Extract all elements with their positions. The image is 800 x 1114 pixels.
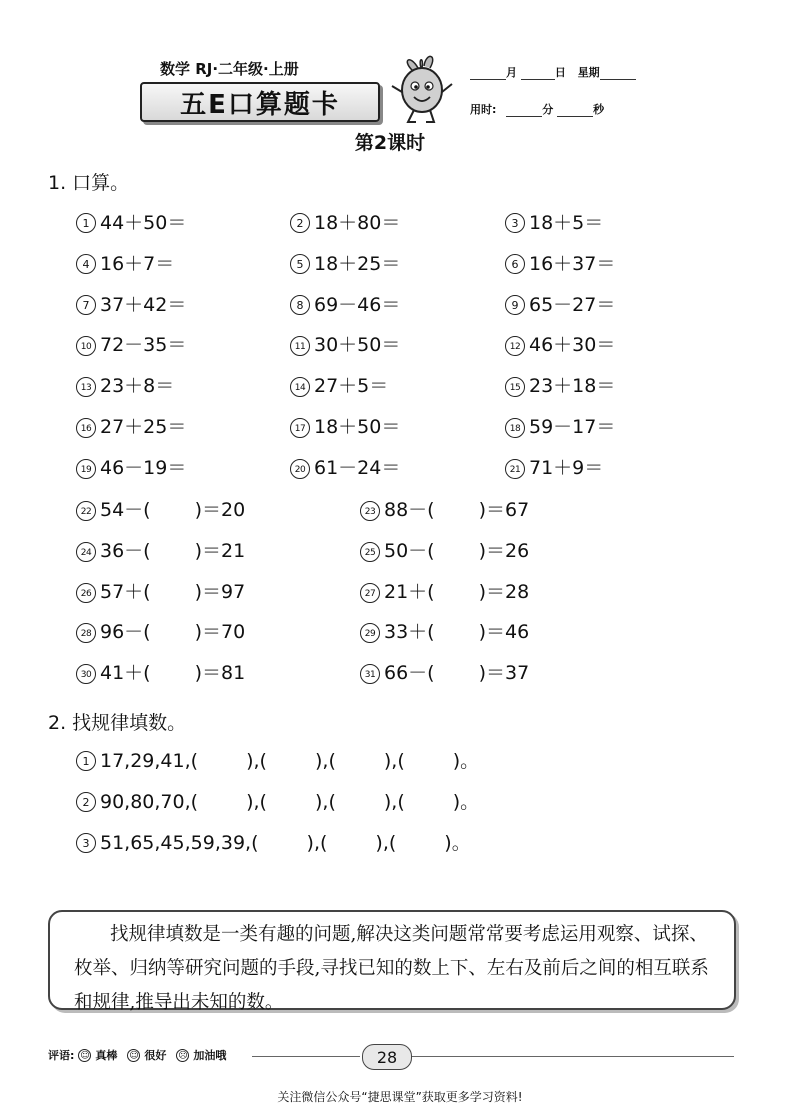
expression: 18＋80＝ — [314, 212, 401, 234]
fill-blank-item — [360, 577, 529, 604]
mental-math-item — [76, 208, 186, 235]
paren-close: ) — [452, 750, 461, 772]
expression: 46－19＝ — [100, 456, 187, 479]
question-number: 28 — [76, 623, 96, 643]
expression: 16＋7＝ — [100, 252, 175, 275]
question-number: 22 — [76, 501, 96, 521]
question-number: 11 — [290, 336, 310, 356]
question-number: 12 — [505, 336, 525, 356]
comma: , — [322, 791, 329, 813]
paren-open: ( — [190, 750, 199, 772]
rating-great: 真棒 — [95, 1049, 118, 1062]
expression: 23＋18＝ — [529, 375, 616, 398]
time-line — [470, 101, 604, 117]
expression-right: )＝46 — [478, 621, 530, 644]
question-number: 15 — [505, 377, 525, 397]
page-number: 28 — [362, 1044, 412, 1070]
expression: 59－17＝ — [529, 416, 616, 438]
expression: 46＋30＝ — [529, 334, 616, 357]
month-blank[interactable] — [470, 79, 506, 80]
fill-blank-item — [76, 577, 245, 604]
fill-blank-item — [360, 658, 529, 685]
expression: 69－46＝ — [314, 293, 401, 316]
week-blank[interactable] — [600, 79, 636, 80]
paren-open: ( — [190, 791, 199, 813]
mental-math-item — [290, 330, 400, 357]
question-number: 31 — [360, 664, 380, 684]
footer-divider-left — [252, 1056, 360, 1057]
mental-math-item — [505, 249, 615, 276]
question-number: 8 — [290, 295, 310, 315]
paren-close: ) — [452, 791, 461, 813]
question-number: 3 — [505, 213, 525, 233]
section1-heading: 1. 口算。 — [48, 172, 130, 194]
rating-label: 评语: — [48, 1049, 75, 1062]
keep-going-smiley-icon[interactable]: ☹ — [178, 1050, 188, 1061]
paren-open: ( — [388, 832, 397, 854]
fill-blank-item — [360, 495, 529, 522]
mental-math-item — [505, 453, 603, 480]
fill-blank-item — [76, 617, 245, 644]
expression-left: 57＋( — [100, 580, 151, 603]
question-number: 14 — [290, 377, 310, 397]
fill-blank-item — [360, 617, 529, 644]
lesson-title: 第2课时 — [354, 132, 426, 154]
expression: 44＋50＝ — [100, 212, 187, 234]
subject-line: 数学 RJ·二年级·上册 — [160, 60, 299, 78]
paren-open: ( — [397, 750, 405, 772]
paren-open: ( — [251, 832, 259, 854]
pattern-item — [76, 828, 471, 855]
question-number: 4 — [76, 254, 96, 274]
footer-divider-right — [412, 1056, 734, 1057]
expression-right: )＝70 — [194, 621, 246, 644]
sequence: 90,80,70, — [100, 791, 191, 813]
expression: 72－35＝ — [100, 334, 187, 357]
paren-close: ) — [246, 791, 254, 813]
paren-close: ) — [383, 791, 392, 813]
rating-good: 很好 — [144, 1049, 167, 1062]
question-number: 27 — [360, 583, 380, 603]
mental-math-item — [76, 453, 186, 480]
question-number: 17 — [290, 418, 310, 438]
expression: 23＋8＝ — [100, 375, 175, 398]
question-number: 6 — [505, 254, 525, 274]
expression-left: 96－( — [100, 621, 151, 644]
expression-right: )＝26 — [478, 539, 530, 562]
day-blank[interactable] — [521, 79, 555, 80]
expression-left: 33＋( — [384, 621, 435, 644]
mental-math-item — [76, 371, 174, 398]
expression: 16＋37＝ — [529, 252, 616, 275]
question-number: 21 — [505, 459, 525, 479]
comma: , — [391, 750, 398, 772]
paren-close: ) — [375, 832, 383, 854]
comma: , — [253, 791, 260, 813]
question-number: 29 — [360, 623, 380, 643]
question-number: 5 — [290, 254, 310, 274]
pattern-item — [76, 746, 479, 773]
expression: 18＋5＝ — [529, 212, 604, 234]
expression: 61－24＝ — [314, 456, 401, 479]
day-label: 日 — [554, 66, 566, 79]
comma: , — [382, 832, 389, 854]
comma: , — [313, 832, 320, 854]
expression: 18＋25＝ — [314, 252, 401, 275]
fill-blank-item — [76, 536, 245, 563]
expression-right: )＝20 — [194, 499, 246, 521]
pattern-item — [76, 787, 479, 814]
mental-math-item — [290, 453, 400, 480]
rating-keep-going: 加油哦 — [193, 1049, 227, 1062]
period: 。 — [460, 750, 480, 772]
expression-right: )＝37 — [478, 662, 530, 685]
mental-math-item — [290, 290, 400, 317]
comma: , — [322, 750, 329, 772]
question-number: 13 — [76, 377, 96, 397]
paren-open: ( — [328, 791, 336, 813]
expression: 37＋42＝ — [100, 293, 187, 316]
question-number: 25 — [360, 542, 380, 562]
fill-blank-item — [76, 658, 245, 685]
mental-math-item — [290, 249, 400, 276]
paren-open: ( — [319, 832, 328, 854]
paren-close: ) — [246, 750, 254, 772]
question-number: 2 — [290, 213, 310, 233]
minute-blank[interactable] — [506, 116, 542, 117]
paren-close: ) — [306, 832, 314, 854]
mental-math-item — [505, 208, 603, 235]
paren-close: ) — [314, 791, 323, 813]
expression-right: )＝21 — [194, 539, 246, 562]
mental-math-item — [505, 330, 615, 357]
question-number: 10 — [76, 336, 96, 356]
mental-math-item — [290, 208, 400, 235]
mental-math-item — [76, 290, 186, 317]
paren-open: ( — [328, 750, 336, 772]
tip-text: 找规律填数是一类有趣的问题,解决这类问题常常要考虑运用观察、试探、枚举、归纳等研究问题的手段,寻找已知的数上下、左右及前后之间的相互联系和规律,推导出未知的数。 — [74, 924, 709, 1013]
mental-math-item — [505, 371, 615, 398]
paren-close: ) — [383, 750, 392, 772]
expression-left: 50－( — [384, 539, 435, 562]
date-line — [470, 64, 636, 80]
expression-right: )＝67 — [478, 499, 530, 521]
question-number: 3 — [76, 833, 96, 853]
fill-blank-item — [360, 536, 529, 563]
minute-label: 分 — [542, 103, 554, 116]
second-label: 秒 — [593, 103, 605, 116]
footer-rating — [48, 1047, 226, 1063]
sequence: 51,65,45,59,39, — [100, 832, 252, 854]
expression-right: )＝81 — [194, 662, 246, 685]
section2-heading: 2. 找规律填数。 — [48, 712, 187, 734]
second-blank[interactable] — [557, 116, 593, 117]
footer-note: 关注微信公众号“捷思课堂”获取更多学习资料! — [277, 1090, 523, 1104]
expression: 18＋50＝ — [314, 416, 401, 438]
period: 。 — [460, 791, 480, 813]
paren-close: ) — [444, 832, 452, 854]
mental-math-item — [505, 412, 615, 439]
mental-math-item — [76, 412, 186, 439]
question-number: 20 — [290, 459, 310, 479]
comma: , — [391, 791, 398, 813]
question-number: 26 — [76, 583, 96, 603]
expression-right: )＝97 — [194, 580, 246, 603]
question-number: 1 — [76, 213, 96, 233]
good-smiley-icon[interactable]: ☺ — [129, 1050, 139, 1061]
mental-math-item — [76, 330, 186, 357]
question-number: 7 — [76, 295, 96, 315]
expression-left: 88－( — [384, 499, 435, 521]
fill-blank-item — [76, 495, 245, 522]
question-number: 18 — [505, 418, 525, 438]
question-number: 23 — [360, 501, 380, 521]
expression-left: 21＋( — [384, 580, 435, 603]
paren-close: ) — [314, 750, 323, 772]
question-number: 2 — [76, 792, 96, 812]
mental-math-item — [76, 249, 174, 276]
question-number: 9 — [505, 295, 525, 315]
week-label: 星期 — [577, 66, 600, 79]
mental-math-item — [290, 412, 400, 439]
expression-right: )＝28 — [478, 580, 530, 603]
great-smiley-icon[interactable]: ☺ — [80, 1050, 90, 1061]
paren-open: ( — [397, 791, 405, 813]
expression: 71＋9＝ — [529, 456, 604, 479]
card-title: 五E口算题卡 — [140, 82, 380, 122]
question-number: 19 — [76, 459, 96, 479]
expression-left: 54－( — [100, 499, 151, 521]
mental-math-item — [505, 290, 615, 317]
question-number: 16 — [76, 418, 96, 438]
sequence: 17,29,41, — [100, 750, 191, 772]
time-label: 用时: — [470, 103, 497, 116]
expression: 30＋50＝ — [314, 334, 401, 357]
expression-left: 66－( — [384, 662, 435, 685]
expression: 27＋25＝ — [100, 416, 187, 438]
question-number: 30 — [76, 664, 96, 684]
paren-open: ( — [259, 791, 267, 813]
month-label: 月 — [506, 66, 517, 79]
mascot-icon — [388, 50, 458, 126]
expression: 65－27＝ — [529, 293, 616, 316]
comma: , — [253, 750, 260, 772]
question-number: 24 — [76, 542, 96, 562]
paren-open: ( — [259, 750, 267, 772]
mental-math-item — [290, 371, 388, 398]
expression-left: 36－( — [100, 539, 151, 562]
expression: 27＋5＝ — [314, 375, 389, 398]
period: 。 — [451, 832, 471, 854]
expression-left: 41＋( — [100, 662, 151, 685]
question-number: 1 — [76, 751, 96, 771]
